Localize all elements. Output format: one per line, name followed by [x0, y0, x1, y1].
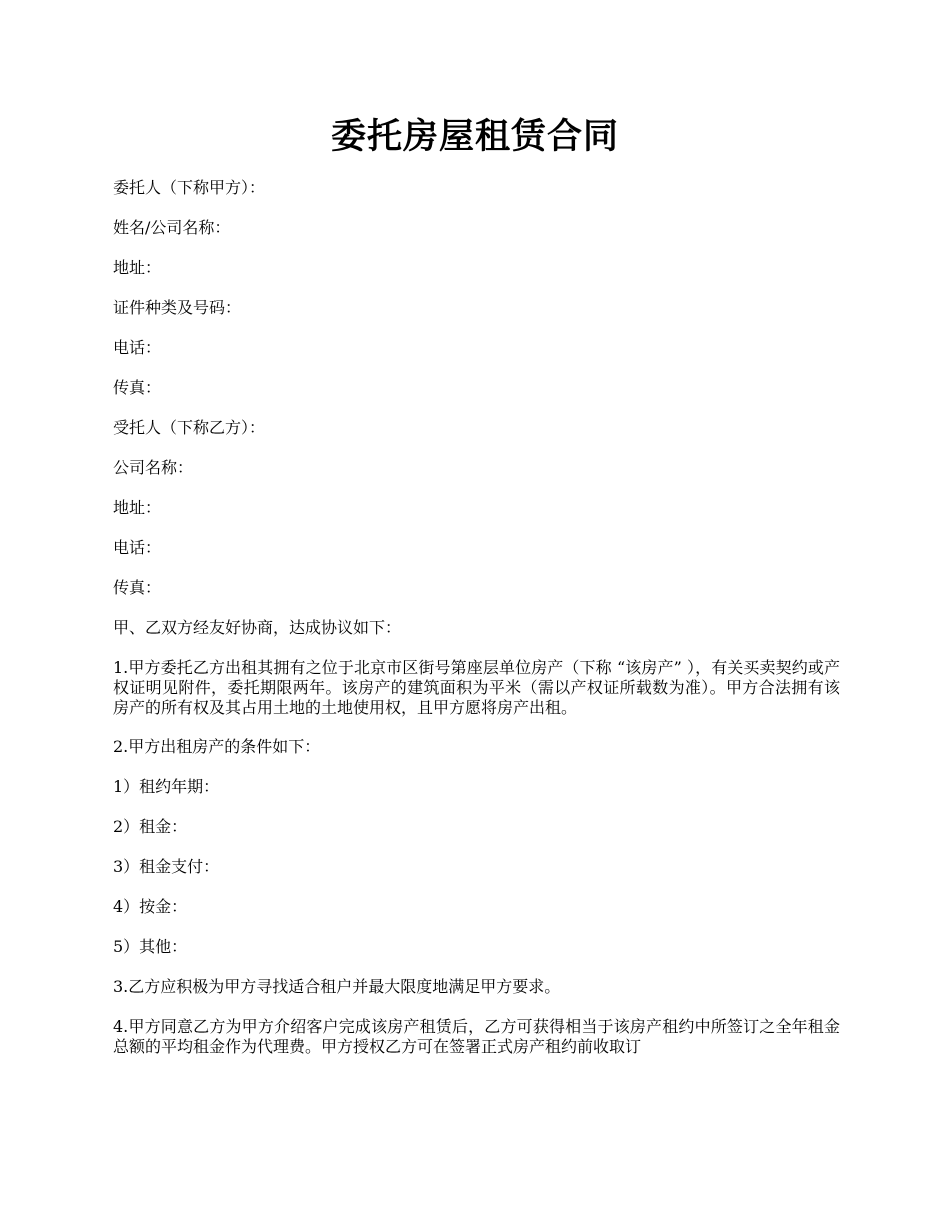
paragraph-agent-phone: 电话：: [113, 538, 162, 557]
paragraph-lease-term: 1）租约年期：: [113, 777, 220, 796]
paragraph-rent-payment: 3）租金支付：: [113, 857, 220, 876]
paragraph-clause-4: 4.甲方同意乙方为甲方介绍客户完成该房产租赁后，乙方可获得相当于该房产租约中所签订之全年租金总额的平均租金作为代理费。甲方授权乙方可在签署正式房产租约前收取订: [113, 1017, 840, 1056]
paragraph-principal-id: 证件种类及号码：: [113, 298, 242, 317]
paragraph-other: 5）其他：: [113, 937, 188, 956]
paragraph-principal-name: 姓名/公司名称：: [113, 218, 231, 237]
paragraph-principal-heading: 委托人（下称甲方）：: [113, 178, 266, 197]
paragraph-agent-company: 公司名称：: [113, 458, 194, 477]
paragraph-principal-fax: 传真：: [113, 378, 162, 397]
paragraph-agent-address: 地址：: [113, 498, 162, 517]
paragraph-clause-2: 2.甲方出租房产的条件如下：: [113, 737, 321, 756]
paragraph-principal-phone: 电话：: [113, 338, 162, 357]
document-body: [113, 178, 840, 1076]
paragraph-agreement-intro: 甲、乙双方经友好协商，达成协议如下：: [113, 618, 402, 637]
paragraph-agent-fax: 传真：: [113, 578, 162, 597]
paragraph-rent: 2）租金：: [113, 817, 188, 836]
document-title: 委托房屋租赁合同: [330, 116, 619, 157]
paragraph-clause-1: 1.甲方委托乙方出租其拥有之位于北京市区街号第座层单位房产（下称 “该房产” ），有关买卖契约或产权证明见附件，委托期限两年。该房产的建筑面积为平米（需以产权证所载数为准）。甲方合法拥有该房产的所有权及其占用土地的土地使用权，且甲方愿将房产出租。: [113, 658, 840, 717]
paragraph-agent-heading: 受托人（下称乙方）：: [113, 418, 266, 437]
paragraph-clause-3: 3.乙方应积极为甲方寻找适合租户并最大限度地满足甲方要求。: [113, 977, 561, 996]
paragraph-principal-address: 地址：: [113, 258, 162, 277]
paragraph-deposit: 4）按金：: [113, 897, 188, 916]
